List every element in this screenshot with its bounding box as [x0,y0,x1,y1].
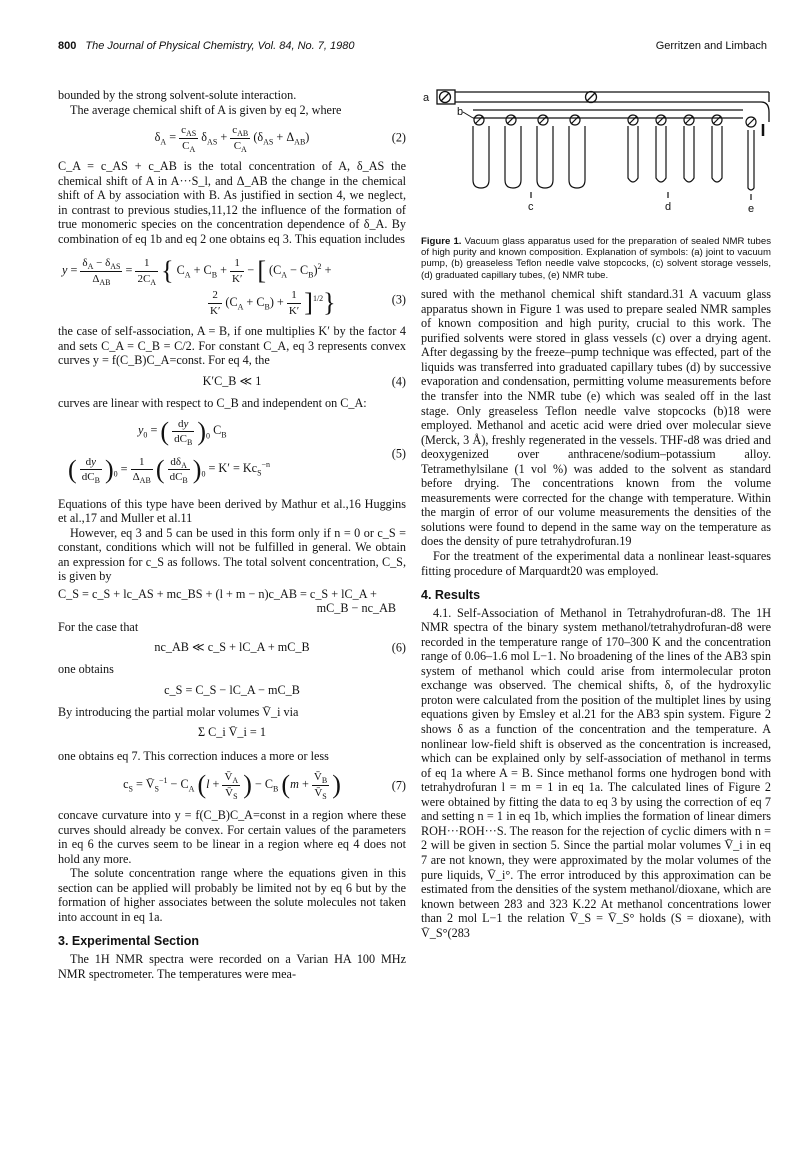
equation-number: (2) [391,130,406,145]
label-e: e [748,203,755,215]
paragraph: For the treatment of the experimental data a nonlinear least-squares fitting procedure of Marquardt20 was employed. [421,549,771,578]
equation-2: $\delta_A$ = $c_{AS}$ $C_A$ $\delta_{AS}$ + $c_{AB}$ $C_A$ $(\delta_{AS} + \Delta_{AB})$ (2) [154,124,406,154]
equation-cs: c_S = C_S − lC_A − mC_B [164,682,300,697]
equation-5: $y_0$ = ( dy $dC_B$ )$_0$ $C_B$ ( dy $dC_B$ )$_0$ = 1 $\Delta_{AB}$ ( $d\delta_A$ $dC_B$ )$_0 = K' = Kc_S^{-n}$ (5) [68,416,406,486]
label-d: d [665,201,672,213]
paragraph: the case of self-association, A = B, if one multiplies K′ by the factor 4 and sets C_A = C_B = C/2. For constant C_A, eq 3 represents convex curves y = f(C_B)C_A=const. For eq 4, the [58,324,406,368]
paragraph: However, eq 3 and 5 can be used in this form only if n = 0 or c_S = constant, conditions which will not be fulfilled in general. We obtain an expression for c_S as follows. The total solvent concentration, C_S, is given by [58,525,406,584]
paragraph: curves are linear with respect to C_B and independent on C_A: [58,396,367,411]
paragraph: By introducing the partial molar volumes V̄_i via [58,704,299,719]
label-c: c [528,201,534,213]
paragraph: sured with the methanol chemical shift standard.31 A vacuum glass apparatus shown in Figure 1 was used to prepare sealed NMR samples of known composition and high purity, crucial to this work. The purified solvents were stored in glass vessels (c) over a drying agent. After degassing by the freeze–pump technique was effected, part of the liquids was transferred into graduated capillary tubes (d) by successive evaporation and condensation, permitting volume measurements before the transfer into the NMR tube (e) which was sealed off in the last stage. Only greaseless Teflon needle valve stopcocks (b)18 were employed. Methanol and acetic acid were dried over molecular sieve (Merck, 3 Å), freshly regenerated in the vessels. THF-d8 was dried and deoxygenized over anthracene/sodium–potassium alloy. Tetramethylsilane (1 vol %) was added to the solvent as standard before drying. The concentrations known from the volume measurements were corrected for the change with temperature. Within the margin of error of our volume measurements the densities of the solutions were found to depend in the same way on the temperature as does the density of pure tetrahydrofuran.19 [421,287,771,549]
label-b: b [457,106,464,118]
figure-1 [421,88,771,281]
section-heading: 3. Experimental Section [58,934,200,949]
paragraph: The solute concentration range where the equations given in this section can be applied will probably be limited not by eq 6 but by the formation of higher associates between the solute molecules not taken into account in eq 1a. [58,866,406,924]
equation-number: (6) [391,641,406,656]
equation-3: y = $\delta_A - \delta_{AS}$ $\Delta_{AB}$ = $\frac{1}{2C_A}$ { $C_A + C_B$ + $\frac{1}{K'}$ − [ $(C_A - C_B)^2$ + $\frac{2}{K'}$ $(C_A + C_B)$ + $\frac{1}{K'}$ ]$^{1/2}$} (3) [62,256,406,318]
left-column [58,88,406,981]
equation-4: K′C_B ≪ 1 (4) [202,374,406,389]
label-a: a [423,92,430,104]
paragraph: concave curvature into y = f(C_B)C_A=const in a region where these curves should already be convex. For certain values of the parameters in eq 6 the curves seem to be linear in a region where eq 4 does not hold any more. [58,808,406,866]
equation-number: (5) [391,446,406,461]
equation-number: (7) [391,778,406,793]
authors: Gerritzen and Limbach [655,40,767,52]
running-header [58,40,767,58]
apparatus-diagram [421,88,771,228]
equation-number: (3) [391,293,406,308]
paragraph: For the case that [58,619,139,634]
equation-6: nc_AB ≪ c_S + lC_A + mC_B (6) [154,640,406,656]
paragraph: The average chemical shift of A is given by eq 2, where [70,102,342,117]
equation-number: (4) [391,374,406,389]
paragraph: one obtains [58,662,114,677]
right-column [421,88,771,940]
journal-name: The Journal of Physical Chemistry, Vol. 84, No. 7, 1980 [85,40,355,52]
paragraph: Equations of this type have been derived by Mathur et al.,16 Huggins et al.,17 and Muller et al.11 [58,496,406,526]
figure-caption: Figure 1. Vacuum glass apparatus used for the preparation of sealed NMR tubes of high purity and known composition. Explanation of symbols: (a) joint to vacuum pump, (b) greaseless Teflon needle valve stopcocks, (c) solvent storage vessels, (d) graduated capillary tubes, (e) NMR tube. [421,235,771,281]
section-heading: 4. Results [421,588,481,603]
equation-cs-total: C_S = c_S + lc_AS + mc_BS + (l + m − n)c_AB = c_S + lC_A + mC_B − nc_AB [58,586,396,616]
page-number: 800 [58,40,77,52]
paragraph: The 1H NMR spectra were recorded on a Varian HA 100 MHz NMR spectrometer. The temperatures were mea- [58,951,406,981]
paragraph: 4.1. Self-Association of Methanol in Tetrahydrofuran-d8. The 1H NMR spectra of the binary system methanol/tetrahydrofuran-d8 were recorded in the temperature range of 170–300 K and the concentration range of 0.06–1.6 mol L−1. No broadening of the lines of the AB3 spin system of methanol which could arise from intermolecular proton exchange was observed. The chemical shifts, δ, of the hydroxylic proton were calculated from the position of the multiplet lines by using equations given by Emsley et al.21 for the AB3 spin system. Figure 2 shows δ as a function of the concentration and the temperature. A nonlinear low-field shift is observed as the concentration is increased, which can be explained only by self-association of methanol in terms of eq 1a where A = B. Since methanol forms one hydrogen bond with tetrahydrofuran l = m = 1 in eq 1a. The calculated lines of Figure 2 were obtained by fitting the data to eq 3 by using the correction of eq 7 and setting n = 1 in eq 1b, which implies the formation of linear dimers ROH···ROH···S. The reason for the rejection of cyclic dimers with n = 2 will be given in section 5. Since the partial molar volumes V̄_i in eq 7 are not known, they were approximated by the molar volumes of the pure liquids, V̄_i°. The error introduced by this approximation can be estimated from the densities of the system methanol/dioxane, which are known between 283 and 323 K.22 At methanol concentrations lower than 2 mol L−1 the relation V̄_S = V̄_S° holds (S = dioxane), with V̄_S°(283 [421,605,771,940]
paragraph: C_A = c_AS + c_AB is the total concentration of A, δ_AS the chemical shift of A in A···S_l, and Δ_AB the change in the chemical shift of A by association with B. As justified in section 4, we neglect, in contrast to previous studies,11,12 the influence of the formation of true monomeric species on the concentration dependence of δ_A. By combination of eq 1b and eq 2 one obtains eq 3. This equation includes [58,159,406,246]
equation-7: $c_S$ = $V̄_S^{-1} - C_A$ (l + $\frac{V̄_A}{V̄_S}$ ) − $C_B$ (m + $\frac{V̄_B}{V̄_S}$ ) (7) [123,770,406,801]
equation-sum: Σ C_i V̄_i = 1 [198,725,266,740]
paragraph: bounded by the strong solvent-solute interaction. [58,88,297,102]
paragraph: one obtains eq 7. This correction induces a more or less [58,749,329,764]
